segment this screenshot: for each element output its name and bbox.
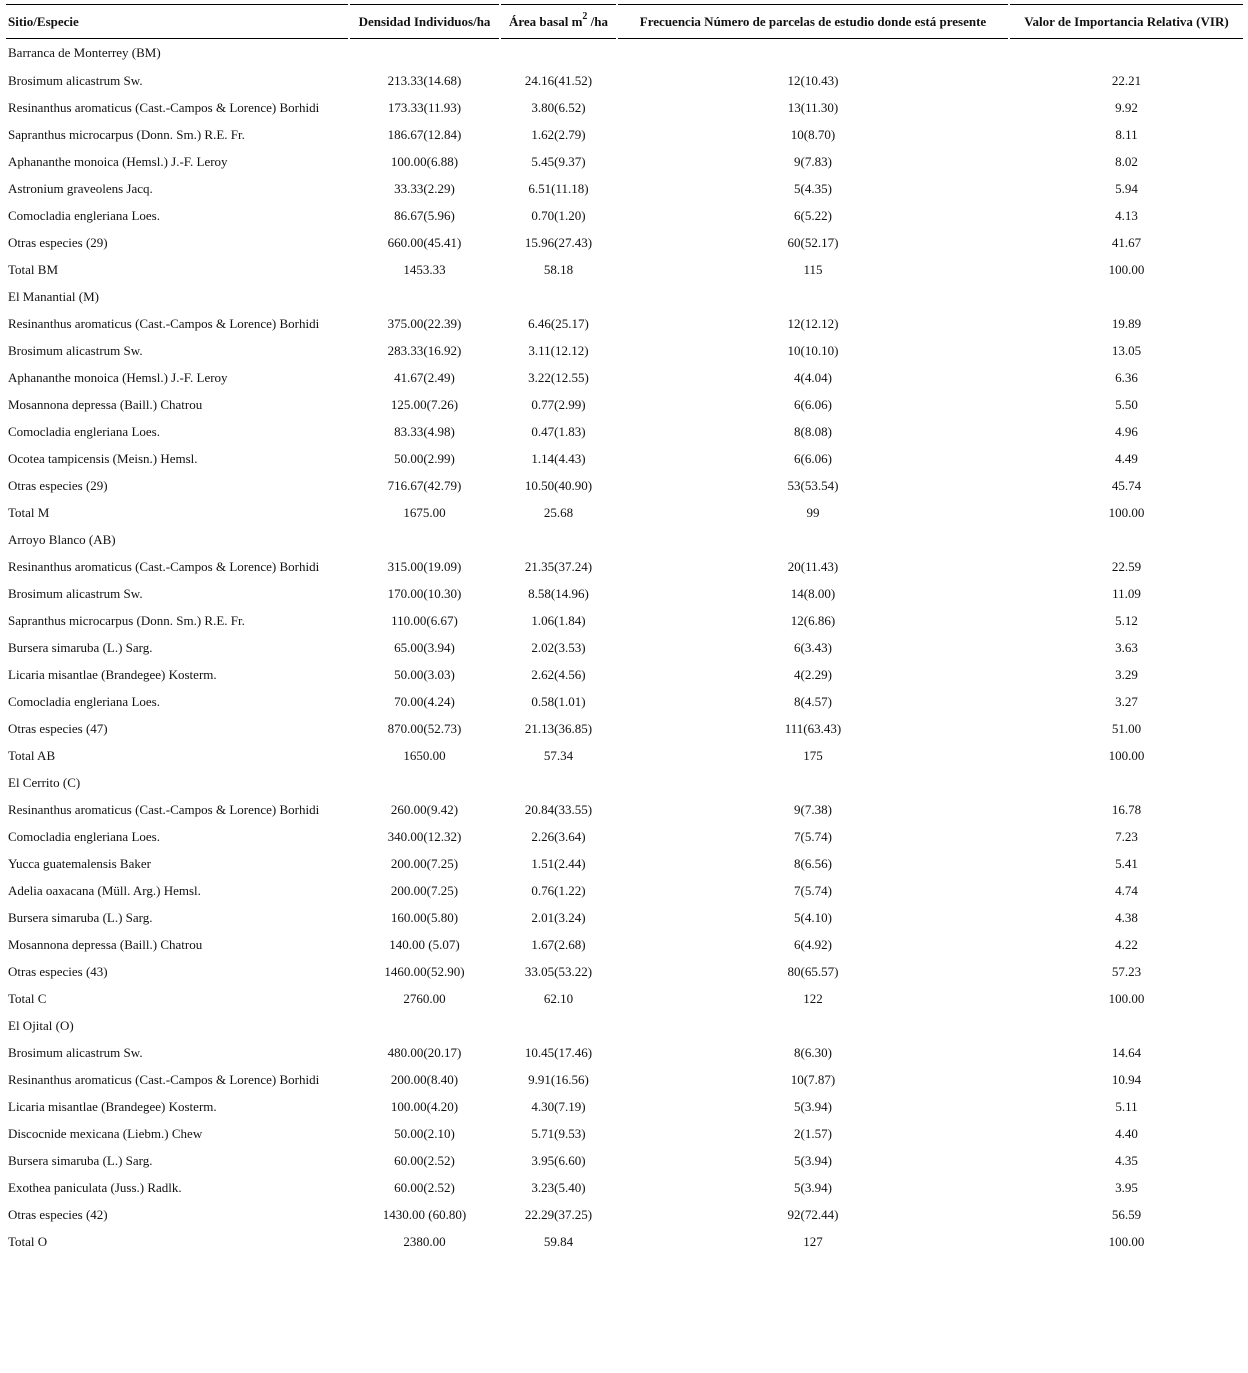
table-row: [6, 580, 1243, 607]
cell-species: Adelia oaxacana (Müll. Arg.) Hemsl.: [8, 882, 201, 898]
cell-basal-area: 4.30(7.19): [531, 1098, 586, 1114]
cell-frequency: 7(5.74): [794, 882, 832, 898]
cell-density: 283.33(16.92): [387, 342, 462, 358]
cell-basal-area: 20.84(33.55): [524, 801, 593, 817]
cell-frequency: 20(11.43): [787, 558, 839, 574]
cell-vir: 5.12: [1115, 612, 1138, 628]
cell-species: Brosimum alicastrum Sw.: [8, 342, 143, 358]
empty-cell: [501, 39, 616, 67]
table-header: [6, 4, 1243, 39]
cell-basal-area: 24.16(41.52): [524, 72, 593, 88]
table-row: [6, 364, 1243, 391]
cell-species: Aphananthe monoica (Hemsl.) J.-F. Leroy: [8, 153, 228, 169]
cell-basal-area: 1.14(4.43): [531, 450, 586, 466]
cell-species: Sapranthus microcarpus (Donn. Sm.) R.E. Fr.: [8, 612, 245, 628]
site-header-row: [6, 39, 1243, 67]
cell-frequency: 115: [803, 261, 823, 277]
cell-frequency: 5(3.94): [794, 1179, 832, 1195]
cell-vir: 4.35: [1115, 1152, 1138, 1168]
cell-vir: 10.94: [1111, 1071, 1142, 1087]
cell-vir: 100.00: [1108, 1233, 1145, 1249]
cell-vir: 5.94: [1115, 180, 1138, 196]
cell-density: 1430.00 (60.80): [382, 1206, 467, 1222]
cell-species: Brosimum alicastrum Sw.: [8, 72, 143, 88]
table-row: [6, 94, 1243, 121]
cell-basal-area: 1.62(2.79): [531, 126, 586, 142]
cell-density: 1460.00(52.90): [384, 963, 465, 979]
site-name: Arroyo Blanco (AB): [8, 531, 116, 547]
cell-frequency: 175: [803, 747, 823, 763]
site-name: El Manantial (M): [8, 288, 99, 304]
cell-species: Sapranthus microcarpus (Donn. Sm.) R.E. Fr.: [8, 126, 245, 142]
cell-density: 170.00(10.30): [387, 585, 462, 601]
cell-basal-area: 8.58(14.96): [528, 585, 589, 601]
cell-vir: 14.64: [1111, 1044, 1142, 1060]
cell-basal-area: 2.26(3.64): [531, 828, 586, 844]
cell-species: Otras especies (42): [8, 1206, 108, 1222]
cell-frequency: 8(8.08): [794, 423, 832, 439]
cell-frequency: 6(4.92): [794, 936, 832, 952]
cell-frequency: 111(63.43): [784, 720, 842, 736]
table-row: [6, 202, 1243, 229]
cell-density: 1675.00: [403, 504, 446, 520]
cell-density: 160.00(5.80): [390, 909, 459, 925]
cell-basal-area: 6.46(25.17): [528, 315, 589, 331]
cell-frequency: 12(6.86): [790, 612, 836, 628]
cell-basal-area: 9.91(16.56): [528, 1071, 589, 1087]
cell-frequency: 2(1.57): [794, 1125, 832, 1141]
site-name: El Ojital (O): [8, 1017, 74, 1033]
cell-species: Bursera simaruba (L.) Sarg.: [8, 1152, 153, 1168]
cell-basal-area: 33.05(53.22): [524, 963, 593, 979]
cell-basal-area: 21.13(36.85): [524, 720, 593, 736]
cell-basal-area: 0.47(1.83): [531, 423, 586, 439]
cell-basal-area: 3.80(6.52): [531, 99, 586, 115]
cell-basal-area: 57.34: [543, 747, 574, 763]
cell-basal-area: 0.70(1.20): [531, 207, 586, 223]
cell-density: 260.00(9.42): [390, 801, 459, 817]
table-row: [6, 256, 1243, 283]
cell-basal-area: 22.29(37.25): [524, 1206, 593, 1222]
cell-basal-area: 10.50(40.90): [524, 477, 593, 493]
cell-frequency: 4(2.29): [794, 666, 832, 682]
table-row: [6, 958, 1243, 985]
empty-cell: [618, 769, 1008, 796]
cell-frequency: 5(4.35): [794, 180, 832, 196]
site-name: El Cerrito (C): [8, 774, 81, 790]
table-row: [6, 850, 1243, 877]
cell-density: 83.33(4.98): [394, 423, 455, 439]
cell-frequency: 92(72.44): [787, 1206, 839, 1222]
cell-vir: 4.74: [1115, 882, 1138, 898]
cell-frequency: 4(4.04): [794, 369, 832, 385]
empty-cell: [501, 769, 616, 796]
cell-vir: 4.38: [1115, 909, 1138, 925]
cell-frequency: 8(6.30): [794, 1044, 832, 1060]
cell-density: 70.00(4.24): [394, 693, 455, 709]
cell-frequency: 7(5.74): [794, 828, 832, 844]
cell-basal-area: 3.23(5.40): [531, 1179, 586, 1195]
cell-species: Discocnide mexicana (Liebm.) Chew: [8, 1125, 203, 1141]
header-frequency: Frecuencia Número de parcelas de estudio donde está presente: [618, 4, 1008, 39]
cell-frequency: 80(65.57): [787, 963, 839, 979]
cell-frequency: 6(6.06): [794, 450, 832, 466]
header-vir: Valor de Importancia Relativa (VIR): [1010, 4, 1243, 39]
cell-basal-area: 10.45(17.46): [524, 1044, 593, 1060]
cell-density: 100.00(6.88): [390, 153, 459, 169]
cell-vir: 57.23: [1111, 963, 1142, 979]
cell-density: 2380.00: [403, 1233, 446, 1249]
cell-vir: 51.00: [1111, 720, 1142, 736]
cell-density: 200.00(7.25): [390, 882, 459, 898]
cell-frequency: 60(52.17): [787, 234, 839, 250]
cell-basal-area: 59.84: [543, 1233, 574, 1249]
cell-density: 1453.33: [403, 261, 446, 277]
table-row: [6, 553, 1243, 580]
cell-vir: 4.96: [1115, 423, 1138, 439]
empty-cell: [350, 769, 499, 796]
cell-species: Resinanthus aromaticus (Cast.-Campos & Lorence) Borhidi: [8, 801, 320, 817]
cell-vir: 100.00: [1108, 990, 1145, 1006]
cell-frequency: 53(53.54): [787, 477, 839, 493]
site-header-row: [6, 283, 1243, 310]
table-row: [6, 931, 1243, 958]
table-row: [6, 796, 1243, 823]
cell-density: 86.67(5.96): [394, 207, 455, 223]
cell-vir: 100.00: [1108, 747, 1145, 763]
site-name: Barranca de Monterrey (BM): [8, 45, 161, 60]
table-row: [6, 391, 1243, 418]
cell-frequency: 127: [803, 1233, 823, 1249]
empty-cell: [1010, 769, 1243, 796]
cell-vir: 6.36: [1115, 369, 1138, 385]
cell-basal-area: 1.51(2.44): [531, 855, 586, 871]
table-row: [6, 1201, 1243, 1228]
cell-density: 60.00(2.52): [394, 1179, 455, 1195]
table-row: [6, 904, 1243, 931]
table-row: [6, 985, 1243, 1012]
header-basal-area: [501, 4, 616, 39]
cell-vir: 3.29: [1115, 666, 1138, 682]
cell-basal-area: 3.22(12.55): [528, 369, 589, 385]
cell-density: 660.00(45.41): [387, 234, 462, 250]
cell-basal-area: 0.76(1.22): [531, 882, 586, 898]
cell-vir: 5.11: [1115, 1098, 1138, 1114]
cell-vir: 13.05: [1111, 342, 1142, 358]
table-row: [6, 1228, 1243, 1255]
cell-frequency: 99: [806, 504, 820, 520]
cell-basal-area: 15.96(27.43): [524, 234, 593, 250]
table-row: [6, 715, 1243, 742]
cell-frequency: 10(7.87): [790, 1071, 836, 1087]
cell-species: Total C: [8, 990, 47, 1006]
cell-frequency: 5(3.94): [794, 1098, 832, 1114]
cell-vir: 4.13: [1115, 207, 1138, 223]
cell-species: Yucca guatemalensis Baker: [8, 855, 151, 871]
cell-frequency: 9(7.38): [794, 801, 832, 817]
cell-frequency: 9(7.83): [794, 153, 832, 169]
cell-vir: 3.63: [1115, 639, 1138, 655]
header-species: Sitio/Especie: [6, 4, 348, 39]
cell-species: Total O: [8, 1233, 48, 1249]
cell-species: Otras especies (43): [8, 963, 108, 979]
cell-vir: 45.74: [1111, 477, 1142, 493]
cell-vir: 4.40: [1115, 1125, 1138, 1141]
cell-vir: 8.11: [1115, 126, 1138, 142]
table-row: [6, 445, 1243, 472]
cell-basal-area: 2.02(3.53): [531, 639, 586, 655]
header-basal-area-exponent: 2: [582, 11, 588, 23]
cell-vir: 100.00: [1108, 504, 1145, 520]
table-row: [6, 661, 1243, 688]
cell-vir: 11.09: [1112, 585, 1141, 601]
empty-cell: [350, 39, 499, 67]
empty-cell: [350, 1012, 499, 1039]
cell-species: Bursera simaruba (L.) Sarg.: [8, 909, 153, 925]
cell-density: 186.67(12.84): [387, 126, 462, 142]
cell-basal-area: 25.68: [543, 504, 574, 520]
cell-vir: 7.23: [1115, 828, 1138, 844]
table-row: [6, 148, 1243, 175]
cell-species: Comocladia engleriana Loes.: [8, 207, 160, 223]
cell-species: Aphananthe monoica (Hemsl.) J.-F. Leroy: [8, 369, 228, 385]
cell-density: 60.00(2.52): [394, 1152, 455, 1168]
cell-vir: 22.59: [1111, 558, 1142, 574]
cell-density: 340.00(12.32): [387, 828, 462, 844]
cell-frequency: 6(3.43): [794, 639, 832, 655]
cell-frequency: 13(11.30): [787, 99, 839, 115]
table-row: [6, 877, 1243, 904]
empty-cell: [350, 526, 499, 553]
cell-species: Comocladia engleriana Loes.: [8, 693, 160, 709]
cell-density: 173.33(11.93): [387, 99, 462, 115]
cell-density: 50.00(3.03): [394, 666, 455, 682]
empty-cell: [618, 1012, 1008, 1039]
cell-species: Total AB: [8, 747, 56, 763]
cell-vir: 5.50: [1115, 396, 1138, 412]
cell-species: Otras especies (29): [8, 234, 108, 250]
cell-basal-area: 5.45(9.37): [531, 153, 586, 169]
cell-density: 110.00(6.67): [391, 612, 458, 628]
table-row: [6, 1039, 1243, 1066]
cell-species: Total BM: [8, 261, 59, 277]
cell-species: Comocladia engleriana Loes.: [8, 828, 160, 844]
table-row: [6, 1066, 1243, 1093]
cell-species: Mosannona depressa (Baill.) Chatrou: [8, 396, 203, 412]
cell-species: Mosannona depressa (Baill.) Chatrou: [8, 936, 203, 952]
site-header-row: [6, 769, 1243, 796]
empty-cell: [1010, 39, 1243, 67]
cell-density: 33.33(2.29): [394, 180, 455, 196]
table-row: [6, 1147, 1243, 1174]
cell-basal-area: 1.67(2.68): [531, 936, 586, 952]
cell-vir: 8.02: [1115, 153, 1138, 169]
table-row: [6, 1093, 1243, 1120]
cell-basal-area: 62.10: [543, 990, 574, 1006]
cell-vir: 22.21: [1111, 72, 1142, 88]
cell-frequency: 10(10.10): [787, 342, 839, 358]
table-row: [6, 1120, 1243, 1147]
table-row: [6, 310, 1243, 337]
cell-species: Bursera simaruba (L.) Sarg.: [8, 639, 153, 655]
header-basal-area-prefix: Área basal m: [508, 13, 583, 29]
table-row: [6, 823, 1243, 850]
cell-vir: 9.92: [1115, 99, 1138, 115]
empty-cell: [350, 283, 499, 310]
cell-species: Brosimum alicastrum Sw.: [8, 1044, 143, 1060]
empty-cell: [501, 283, 616, 310]
cell-density: 200.00(7.25): [390, 855, 459, 871]
cell-basal-area: 1.06(1.84): [531, 612, 586, 628]
cell-species: Licaria misantlae (Brandegee) Kosterm.: [8, 1098, 217, 1114]
cell-density: 41.67(2.49): [394, 369, 455, 385]
cell-density: 65.00(3.94): [394, 639, 455, 655]
cell-species: Resinanthus aromaticus (Cast.-Campos & Lorence) Borhidi: [8, 315, 320, 331]
cell-basal-area: 21.35(37.24): [524, 558, 593, 574]
site-header-row: [6, 526, 1243, 553]
cell-vir: 3.27: [1115, 693, 1138, 709]
cell-density: 213.33(14.68): [387, 72, 462, 88]
cell-frequency: 5(3.94): [794, 1152, 832, 1168]
cell-density: 716.67(42.79): [387, 477, 462, 493]
cell-vir: 56.59: [1111, 1206, 1142, 1222]
table-row: [6, 499, 1243, 526]
cell-frequency: 12(12.12): [787, 315, 839, 331]
cell-species: Comocladia engleriana Loes.: [8, 423, 160, 439]
cell-vir: 5.41: [1115, 855, 1138, 871]
cell-density: 125.00(7.26): [390, 396, 459, 412]
cell-species: Otras especies (47): [8, 720, 108, 736]
cell-density: 200.00(8.40): [390, 1071, 459, 1087]
cell-frequency: 5(4.10): [794, 909, 832, 925]
table-row: [6, 337, 1243, 364]
cell-density: 140.00 (5.07): [389, 936, 460, 952]
table-row: [6, 634, 1243, 661]
cell-vir: 4.22: [1115, 936, 1138, 952]
table-row: [6, 607, 1243, 634]
empty-cell: [618, 39, 1008, 67]
cell-basal-area: 6.51(11.18): [528, 180, 589, 196]
cell-species: Resinanthus aromaticus (Cast.-Campos & Lorence) Borhidi: [8, 99, 320, 115]
table-row: [6, 229, 1243, 256]
header-basal-area-suffix: /ha: [587, 13, 609, 29]
cell-species: Licaria misantlae (Brandegee) Kosterm.: [8, 666, 217, 682]
cell-species: Exothea paniculata (Juss.) Radlk.: [8, 1179, 182, 1195]
cell-basal-area: 2.62(4.56): [531, 666, 586, 682]
empty-cell: [1010, 283, 1243, 310]
table-row: [6, 121, 1243, 148]
table-row: [6, 418, 1243, 445]
cell-vir: 16.78: [1111, 801, 1142, 817]
cell-density: 480.00(20.17): [387, 1044, 462, 1060]
cell-frequency: 10(8.70): [790, 126, 836, 142]
empty-cell: [618, 526, 1008, 553]
empty-cell: [501, 1012, 616, 1039]
site-header-row: [6, 1012, 1243, 1039]
table-row: [6, 1174, 1243, 1201]
table-row: [6, 742, 1243, 769]
cell-basal-area: 0.77(2.99): [531, 396, 586, 412]
cell-vir: 19.89: [1111, 315, 1142, 331]
cell-basal-area: 3.11(12.12): [528, 342, 589, 358]
cell-frequency: 122: [803, 990, 823, 1006]
cell-species: Resinanthus aromaticus (Cast.-Campos & Lorence) Borhidi: [8, 558, 320, 574]
cell-vir: 100.00: [1108, 261, 1145, 277]
cell-basal-area: 5.71(9.53): [531, 1125, 586, 1141]
table-row: [6, 472, 1243, 499]
header-row: [6, 4, 1243, 39]
cell-density: 50.00(2.99): [394, 450, 455, 466]
cell-frequency: 8(4.57): [794, 693, 832, 709]
empty-cell: [1010, 526, 1243, 553]
cell-density: 870.00(52.73): [387, 720, 462, 736]
cell-density: 375.00(22.39): [387, 315, 462, 331]
cell-density: 100.00(4.20): [390, 1098, 459, 1114]
cell-basal-area: 3.95(6.60): [531, 1152, 586, 1168]
cell-frequency: 6(6.06): [794, 396, 832, 412]
empty-cell: [1010, 1012, 1243, 1039]
cell-density: 50.00(2.10): [394, 1125, 455, 1141]
cell-vir: 4.49: [1115, 450, 1138, 466]
header-density: Densidad Individuos/ha: [350, 4, 499, 39]
empty-cell: [501, 526, 616, 553]
cell-frequency: 6(5.22): [794, 207, 832, 223]
cell-basal-area: 58.18: [543, 261, 574, 277]
cell-frequency: 12(10.43): [787, 72, 839, 88]
cell-species: Resinanthus aromaticus (Cast.-Campos & Lorence) Borhidi: [8, 1071, 320, 1087]
cell-frequency: 8(6.56): [794, 855, 832, 871]
cell-density: 315.00(19.09): [387, 558, 462, 574]
cell-species: Brosimum alicastrum Sw.: [8, 585, 143, 601]
cell-species: Total M: [8, 504, 50, 520]
cell-vir: 3.95: [1115, 1179, 1138, 1195]
table-row: [6, 175, 1243, 202]
species-importance-table: [4, 4, 1245, 1255]
cell-vir: 41.67: [1111, 234, 1142, 250]
table-row: [6, 67, 1243, 94]
cell-frequency: 14(8.00): [790, 585, 836, 601]
cell-species: Astronium graveolens Jacq.: [8, 180, 153, 196]
cell-density: 2760.00: [403, 990, 446, 1006]
empty-cell: [618, 283, 1008, 310]
cell-density: 1650.00: [403, 747, 446, 763]
table-row: [6, 688, 1243, 715]
cell-species: Otras especies (29): [8, 477, 108, 493]
table-body: [6, 39, 1243, 1255]
cell-basal-area: 0.58(1.01): [531, 693, 586, 709]
cell-species: Ocotea tampicensis (Meisn.) Hemsl.: [8, 450, 198, 466]
cell-basal-area: 2.01(3.24): [531, 909, 586, 925]
